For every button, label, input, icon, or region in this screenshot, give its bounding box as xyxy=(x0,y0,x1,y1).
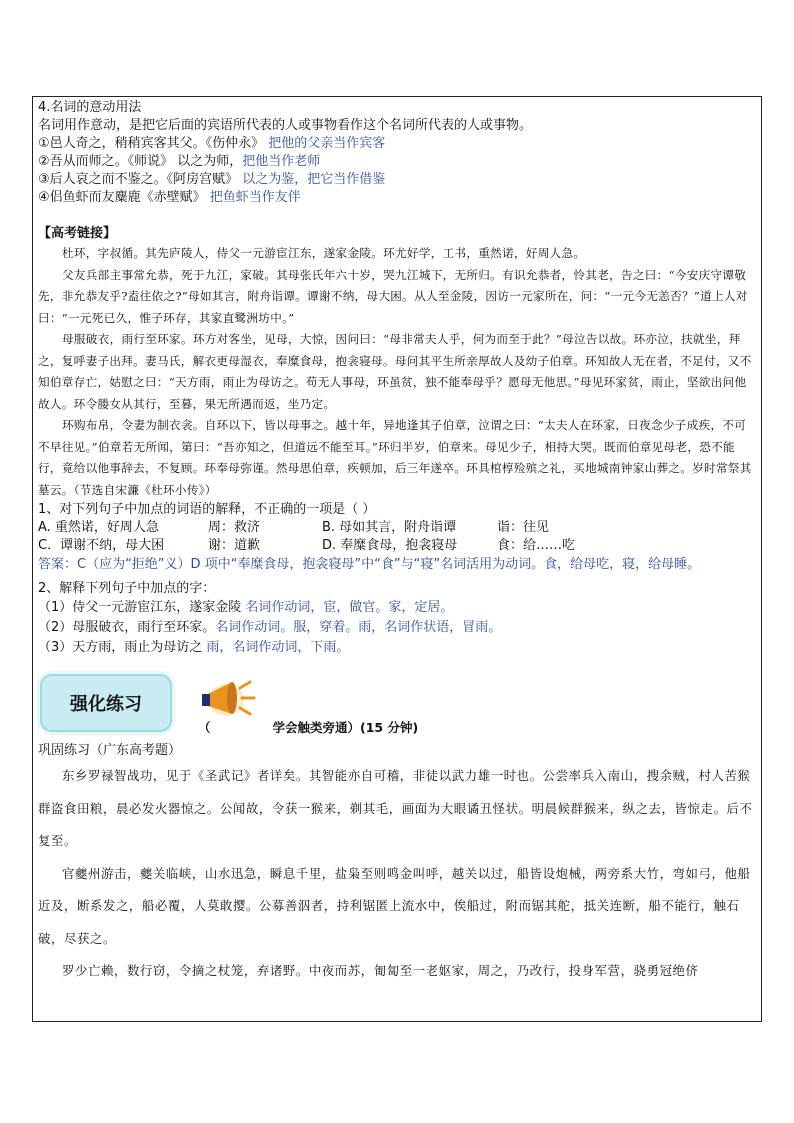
question-1-answer: 答案：C（应为“拒绝”义）D 项中“奉糜食母，抱衾寝母”中“食”与“寝”名词活用为动词。食，给母吃，寝，给母睡。 xyxy=(38,557,701,572)
practice-heading: 巩固练习（广东高考题） xyxy=(38,743,182,758)
practice-paragraph: 官夔州游击，夔关临峡，山水迅急，瞬息千里，盐枭至则鸣金叫呼，越关以过，船皆设炮械，两旁系大竹，弯如弓，他船近及，断系发之，船必覆，人莫敢撄。公募善泅者，持利锯匿上流水中，俟船过，附而锯其舵，抵关连断，船不能行，触石破，尽获之。 xyxy=(38,865,751,946)
question-2-item: （2）母服破衣，雨行至环家。名词作动词。服，穿着。雨，名词作状语，冒雨。 xyxy=(38,620,502,635)
document-frame xyxy=(32,96,762,1022)
banner-caption: （ 学会触类旁通）(15 分钟) xyxy=(198,720,419,735)
content xyxy=(38,99,756,988)
example-line: ③后人哀之而不鉴之。《阿房宫赋》 以之为鉴，把它当作借鉴 xyxy=(38,172,386,187)
option-a-text: A. 重然诺，好周人急 xyxy=(38,520,159,535)
example-note: 把鱼虾当作友伴 xyxy=(209,190,301,205)
example-line: ①邑人奇之，稍稍宾客其父。《伤仲永》 把他的父亲当作宾客 xyxy=(38,136,386,151)
gaokao-heading: 【高考链接】 xyxy=(38,226,117,241)
question-2-stem: 2、解释下列句子中加点的字： xyxy=(38,581,216,596)
example-line: ②吾从而师之。《师说》 以之为师，把他当作老师 xyxy=(38,154,321,169)
option-b-text: B. 母如其言，附舟诣谭 xyxy=(322,520,457,535)
example-note: 把他当作老师 xyxy=(242,154,321,169)
section-heading: 4.名词的意动用法 xyxy=(38,100,142,115)
practice-paragraph: 东乡罗禄智战功，见于《圣武记》者详矣。其智能亦自可稽，非徒以武力雄一时也。公尝率兵入南山，搜余贼，村人苦猴群盗食田粮，晨必发火器惊之。公闻故，令获一猴来，剃其毛，画面为大眼谲丑怪状。明晨候群猴来，纵之去，皆惊走。后不复至。 xyxy=(38,768,753,848)
example-note: 以之为鉴，把它当作借鉴 xyxy=(242,172,386,187)
question-1-stem: 1、对下列句子中加点的词语的解释，不正确的一项是（ ） xyxy=(38,502,376,517)
example-line: ④侣鱼虾而友麋鹿《赤壁赋》 把鱼虾当作友伴 xyxy=(38,190,301,205)
question-1-options-row xyxy=(38,519,756,537)
passage-paragraph: 母服破衣，雨行至环家。环方对客坐，见母，大惊，因问曰：“母非常夫人乎，何为而至于此？”母泣告以故。环亦泣，扶就坐，拜之，复呼妻子出拜。妻马氏，解衣更母湿衣，奉糜食母，抱衾寝母。母问其平生所亲厚故人及幼子伯章。环知故人无在者，不足付，又不知伯章存亡，姑慰之曰：“天方雨，雨止为母访之。苟无人事母，环虽贫，独不能奉母乎？愿母无他思。”母见环家贫，雨止，坚欲出问他故人。环令媵女从其行，至暮，果无所遇而返，坐乃定。 xyxy=(38,332,752,411)
section-banner xyxy=(38,668,756,735)
option-c-text: C．谭谢不纳，母大困 xyxy=(38,538,165,553)
question-2-item: （3）天方雨，雨止为母访之 雨，名词作动词，下雨。 xyxy=(38,640,350,655)
option-d-text: D. 奉糜食母，抱衾寝母 xyxy=(322,538,458,553)
option-a-gloss: 周：救济 xyxy=(208,520,261,535)
item-note: 名词作动词。服，穿着。雨，名词作状语，冒雨。 xyxy=(215,620,502,635)
option-b-gloss: 诣：往见 xyxy=(497,520,550,535)
banner-title: 强化练习 xyxy=(40,674,172,732)
passage-paragraph: 环购布帛，令妻为制衣衾。自环以下，皆以母事之。越十年，异地逢其子伯章，泣谓之曰：“太夫人在环家，日夜念少子成疾，不可不早往见。”伯章若无所闻，第曰：“吾亦知之，但道远不能至耳。”环归半岁，伯章来。母见少子，相持大哭。既而伯章见母老，恐不能行，竟给以他事辞去，不复顾。环奉母弥谨。然母思伯章，疾顿加，后三年遂卒。环具棺椁殓殡之礼，买地城南钟家山葬之。岁时常祭其墓云。（节选自宋濂《杜环小传》） xyxy=(38,418,752,497)
practice-paragraph: 罗少亡赖，数行窃，令摘之杖笼，弃诸野。中夜而苏，匍匐至一老妪家，周之，乃改行，投身军营，骁勇冠绝侪 xyxy=(62,963,699,978)
question-1-options-row xyxy=(38,537,756,555)
passage-paragraph: 父友兵部主事常允恭，死于九江，家破。其母张氏年六十岁，哭九江城下，无所归。有识允恭者，怜其老，告之曰：“今安庆守谭敬先，非允恭友乎?盍往依之?”母如其言，附舟诣谭。谭谢不纳，母大困。从人至金陵，因访一元家所在，问：“一元今无恙否？”道上人对曰：“一元死已久，惟子环存，其家直鹭洲坊中。” xyxy=(38,267,748,325)
option-d-gloss: 食：给……吃 xyxy=(497,538,576,553)
definition-text: 名词用作意动，是把它后面的宾语所代表的人或事物看作这个名词所代表的人或事物。 xyxy=(38,118,533,133)
example-note: 把他的父亲当作宾客 xyxy=(268,136,386,151)
passage-paragraph: 杜环，字叔循。其先庐陵人，侍父一元游宦江东，遂家金陵。环尤好学，工书，重然诺，好周人急。 xyxy=(62,246,586,260)
question-2-item: （1）侍父一元游宦江东，遂家金陵 名词作动词，宦，做官。家，定居。 xyxy=(38,600,454,615)
item-note: 名词作动词，宦，做官。家，定居。 xyxy=(245,600,454,615)
item-note: 雨，名词作动词，下雨。 xyxy=(206,640,350,655)
option-c-gloss: 谢：道歉 xyxy=(208,538,261,553)
